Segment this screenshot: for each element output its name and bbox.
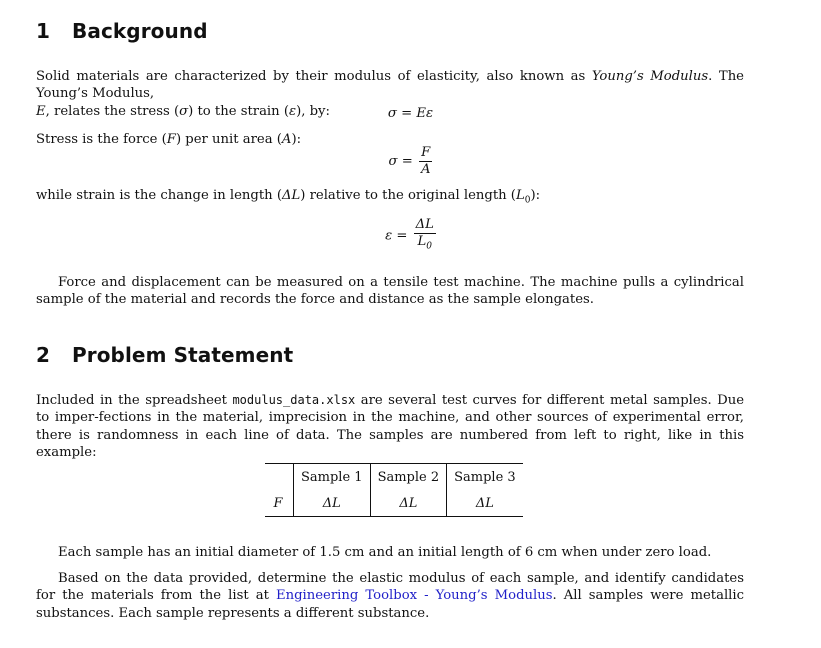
- table-header-cell: Sample 1: [294, 464, 371, 491]
- symbol-A: A: [281, 132, 292, 147]
- symbol-epsilon: ε: [288, 103, 297, 119]
- symbol-delta-L: ΔL: [281, 188, 301, 203]
- paragraph-task: [36, 570, 744, 622]
- fraction-numerator: F: [421, 145, 431, 160]
- table-cell: ΔL: [447, 490, 523, 517]
- text: . All samples were metallic substances. Each sample represents a different substance.: [36, 588, 745, 621]
- paragraph-spreadsheet: [36, 392, 744, 462]
- table-row: [265, 490, 523, 517]
- table-corner: [265, 464, 294, 491]
- equation-strain: [0, 218, 821, 254]
- paragraph-strain: [36, 187, 744, 210]
- emphasis-youngs-modulus: Young’s Modulus: [591, 69, 709, 84]
- table-header-row: [265, 464, 523, 491]
- text: are several test curves for different metal samples. Due to imper-fections in the material, imprecision in the machine, and other sources of experimental error, there is randomness in each line of data. The samples are numbered from left to right, like in this example:: [36, 393, 744, 461]
- fraction: [419, 146, 433, 177]
- text: while strain is the change in length (: [36, 188, 282, 203]
- section-number: 1: [36, 19, 51, 43]
- symbol-F: F: [166, 132, 176, 147]
- text: Stress is the force (: [36, 132, 167, 147]
- paragraph-sample-dimensions: Each sample has an initial diameter of 1.5 cm and an initial length of 6 cm when under zero load.: [58, 545, 712, 560]
- text: . The Young’s Modulus,: [36, 69, 744, 102]
- table-cell: ΔL: [370, 490, 447, 517]
- text: Based on the data provided, determine the elastic modulus of each sample, and identify candidates for the materials from the list at: [36, 571, 744, 604]
- filename: modulus_data.xlsx: [232, 393, 356, 407]
- section-title: Problem Statement: [72, 343, 294, 367]
- text: ):: [291, 132, 302, 147]
- equation-lhs: σ =: [388, 154, 413, 169]
- subscript: 0: [426, 241, 433, 252]
- fraction: [414, 218, 436, 254]
- paragraph-tensile-test: Force and displacement can be measured on a tensile test machine. The machine pulls a cylindrical sample of the material and records the force and distance as the sample elongates.: [36, 275, 744, 308]
- table-row-label: F: [265, 490, 294, 517]
- fraction-denominator: A: [420, 162, 431, 177]
- sample-table: [265, 463, 523, 517]
- equation-hookes-law: σ = Eε: [387, 106, 434, 121]
- section-1-heading: [36, 19, 208, 43]
- engineering-toolbox-link[interactable]: Engineering Toolbox - Young’s Modulus: [275, 588, 553, 604]
- symbol-E: E: [36, 103, 46, 119]
- section-title: Background: [72, 19, 208, 43]
- table-header-cell: Sample 2: [370, 464, 447, 491]
- text: ), by:: [296, 103, 330, 119]
- symbol-L: L: [515, 188, 525, 203]
- text: Included in the spreadsheet: [36, 393, 233, 408]
- text: ) to the strain (: [188, 103, 289, 119]
- fraction-denominator: [414, 233, 436, 254]
- subscript: 0: [524, 195, 531, 206]
- fraction-numerator: ΔL: [415, 217, 434, 232]
- section-number: 2: [36, 343, 51, 367]
- text: ) relative to the original length (: [300, 188, 516, 203]
- symbol-sigma: σ: [179, 103, 189, 119]
- text: Solid materials are characterized by their modulus of elasticity, also known as: [36, 69, 592, 84]
- section-2-heading: [36, 343, 293, 367]
- denominator-symbol: L: [417, 234, 427, 249]
- text: , relates the stress (: [45, 103, 180, 119]
- equation-lhs: ε =: [385, 228, 408, 244]
- table-cell: ΔL: [294, 490, 371, 517]
- text: ) per unit area (: [175, 132, 282, 147]
- text: ):: [530, 188, 541, 203]
- equation-stress: [0, 146, 821, 177]
- table-header-cell: Sample 3: [447, 464, 523, 491]
